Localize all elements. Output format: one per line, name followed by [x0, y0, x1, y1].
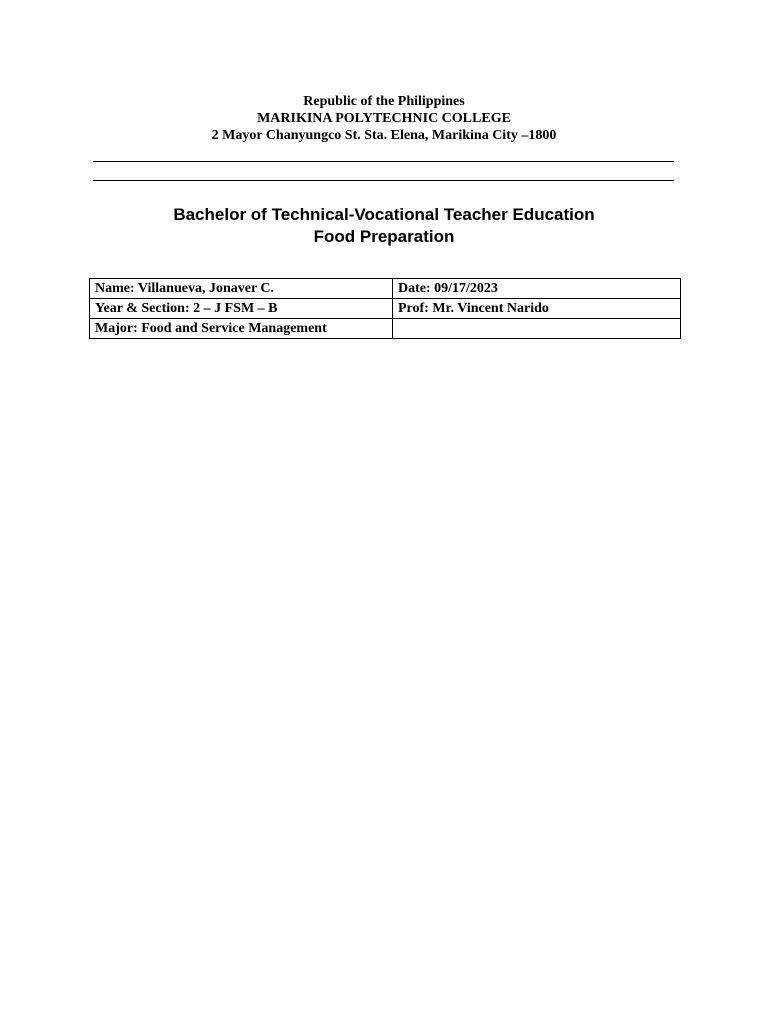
document-titles — [0, 204, 768, 248]
country-line: Republic of the Philippines — [303, 94, 465, 109]
table-row — [90, 319, 681, 339]
school-header — [0, 93, 768, 144]
student-name-cell: Name: Villanueva, Jonaver C. — [90, 279, 393, 299]
divider-line-2 — [93, 180, 674, 181]
college-address: 2 Mayor Chanyungco St. Sta. Elena, Marikina City –1800 — [211, 128, 557, 143]
divider-line-1 — [93, 161, 674, 162]
student-info-table — [89, 278, 681, 339]
major-cell: Major: Food and Service Management — [90, 319, 393, 339]
year-section-cell: Year & Section: 2 – J FSM – B — [90, 299, 393, 319]
date-cell: Date: 09/17/2023 — [393, 279, 681, 299]
college-name: MARIKINA POLYTECHNIC COLLEGE — [257, 111, 511, 126]
subject-title: Food Preparation — [313, 227, 455, 246]
table-row — [90, 299, 681, 319]
professor-cell: Prof: Mr. Vincent Narido — [393, 299, 681, 319]
table-row — [90, 279, 681, 299]
program-title: Bachelor of Technical-Vocational Teacher Education — [173, 205, 595, 224]
empty-cell — [393, 319, 681, 339]
